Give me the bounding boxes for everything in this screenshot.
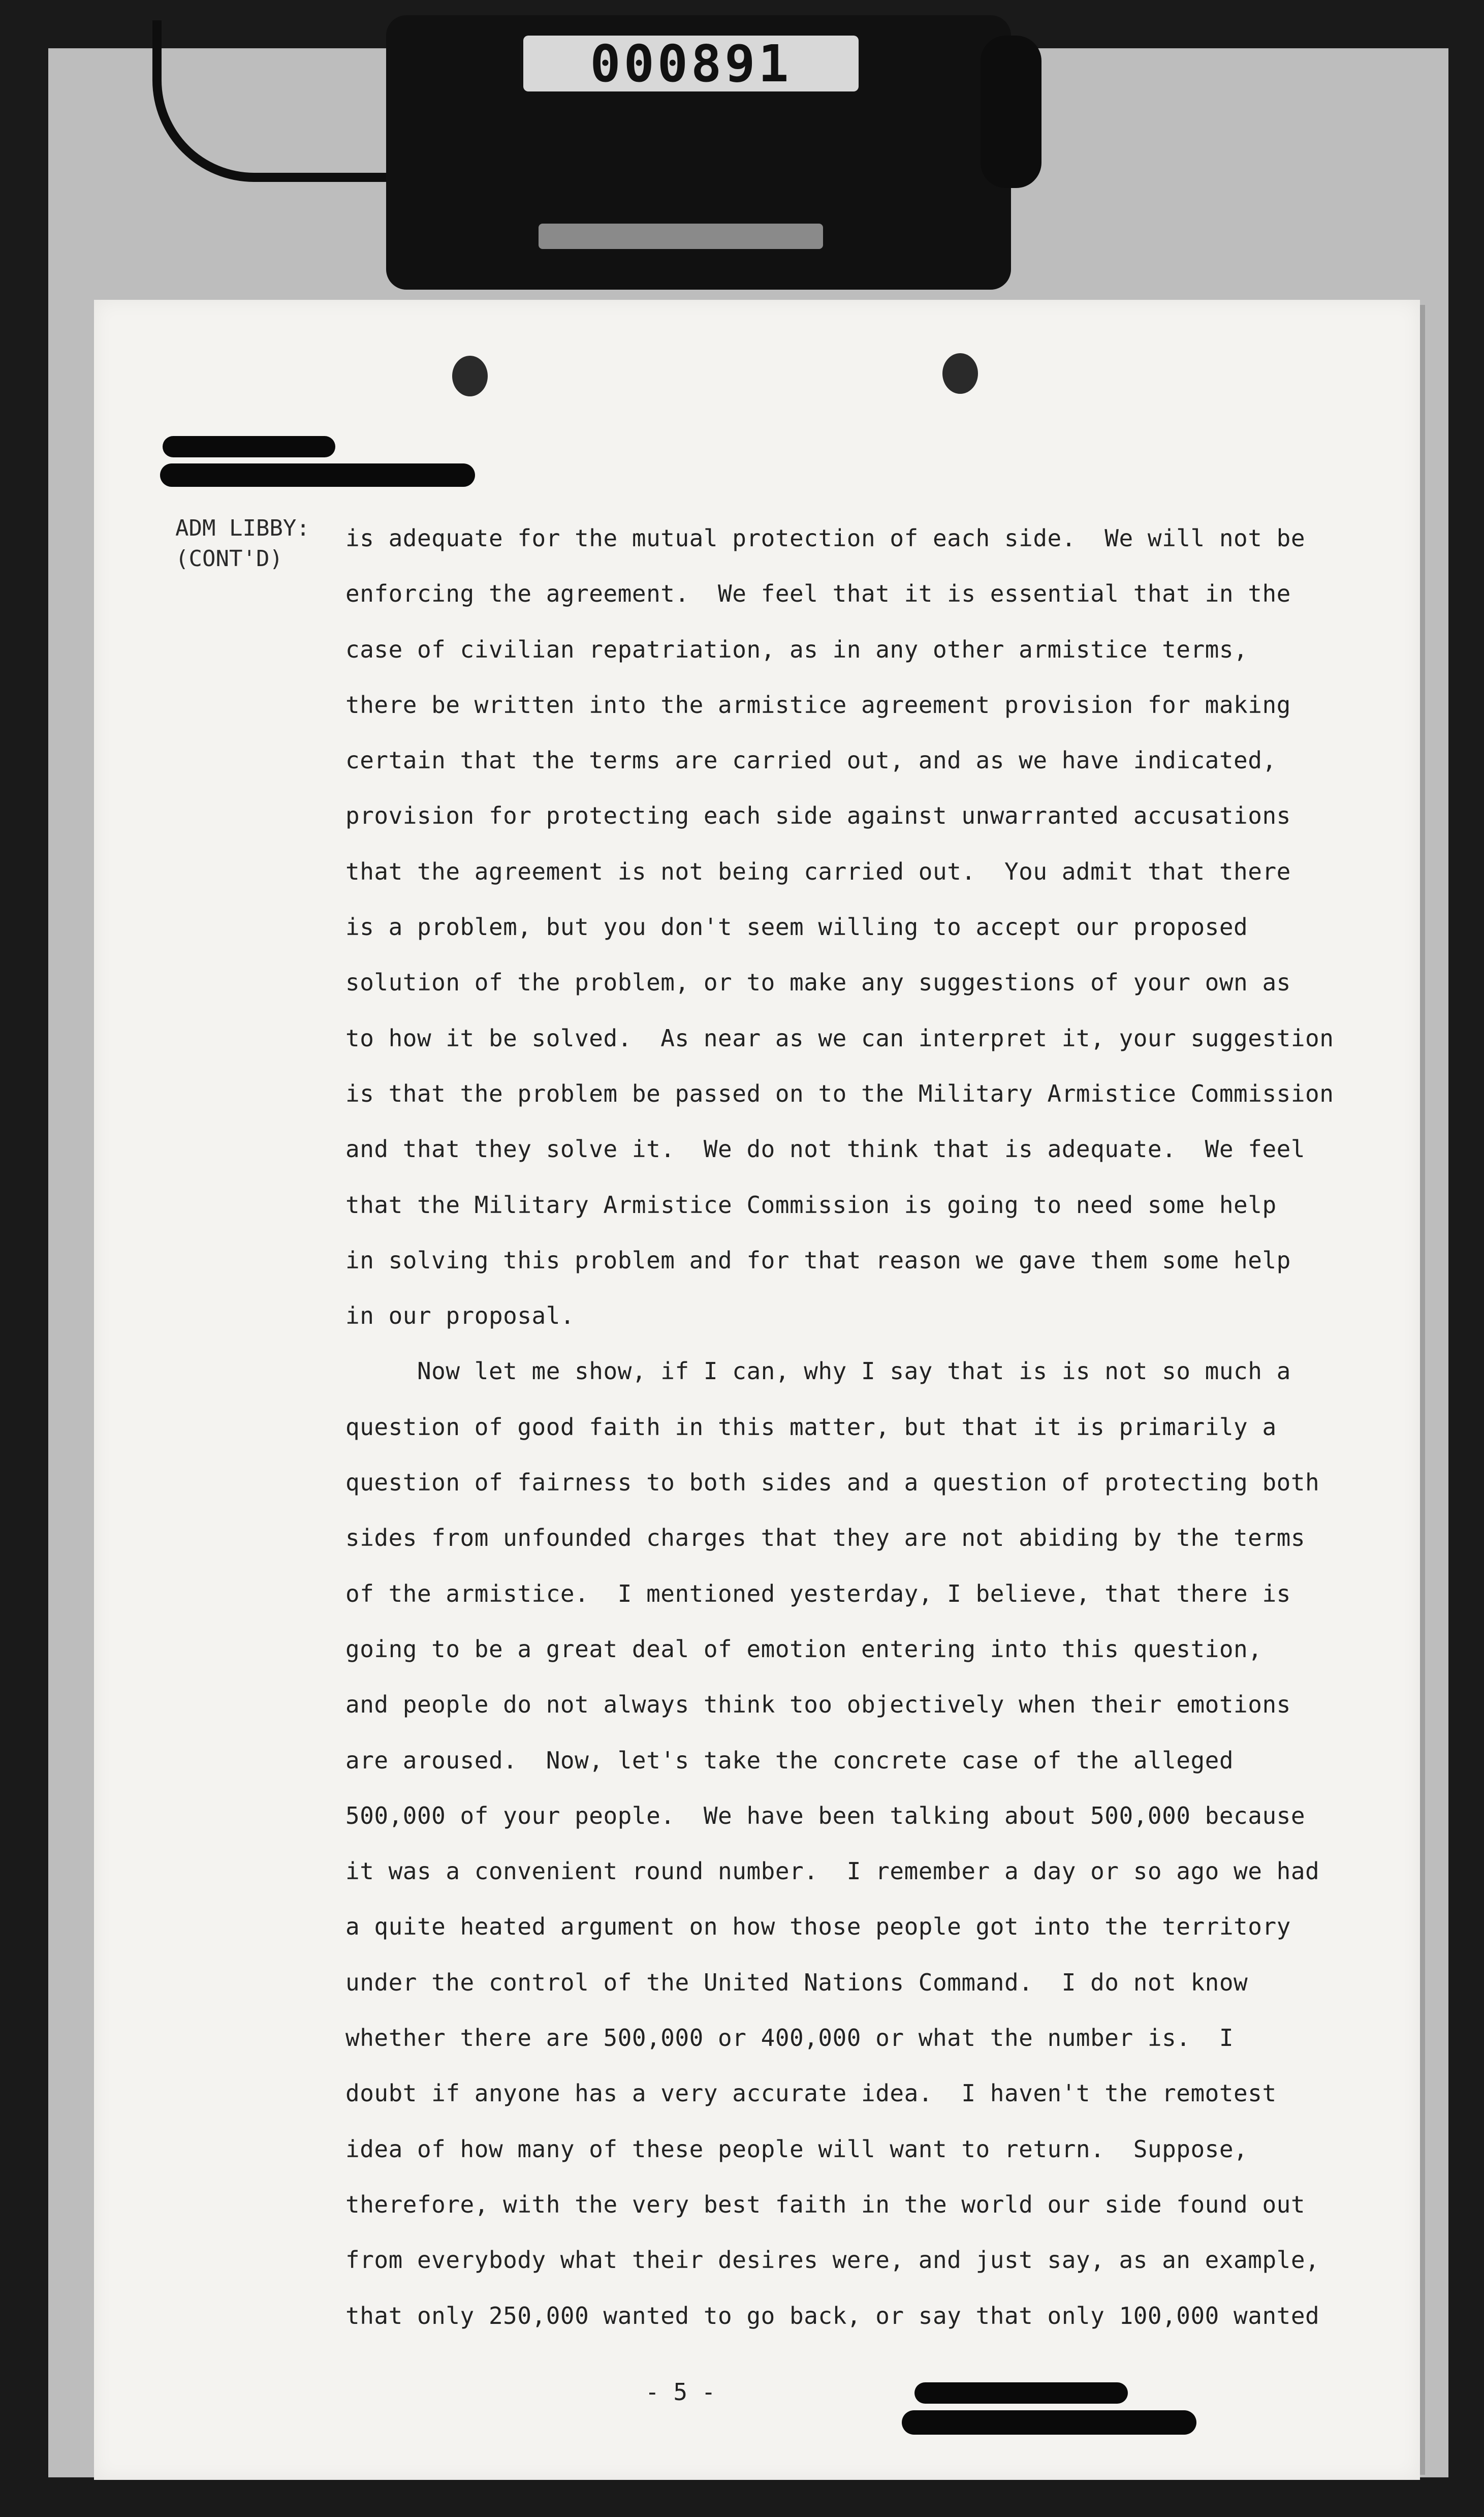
text-line: that the agreement is not being carried out. You admit that there (345, 857, 1291, 885)
text-line: enforcing the agreement. We feel that it is essential that in the (345, 580, 1291, 608)
text-line: in solving this problem and for that reason we gave them some help (345, 1246, 1291, 1274)
page-number: - 5 - (645, 2378, 716, 2406)
text-line: and that they solve it. We do not think that is adequate. We feel (345, 1135, 1306, 1163)
text-line: from everybody what their desires were, and just say, as an example, (345, 2246, 1320, 2274)
counter-cable (152, 20, 426, 182)
text-line: provision for protecting each side against unwarranted accusations (345, 802, 1291, 830)
text-line: it was a convenient round number. I remember a day or so ago we had (345, 1857, 1320, 1885)
text-line: question of good faith in this matter, but that it is primarily a (345, 1413, 1277, 1441)
text-line: under the control of the United Nations Command. I do not know (345, 1968, 1248, 1996)
punch-hole-right (942, 353, 978, 394)
text-line: Now let me show, if I can, why I say that is is not so much a (345, 1357, 1291, 1385)
text-line: certain that the terms are carried out, and as we have indicated, (345, 747, 1277, 774)
redaction-mark-top-2 (160, 463, 475, 487)
text-line: in our proposal. (345, 1302, 575, 1330)
text-line: therefore, with the very best faith in the world our side found out (345, 2190, 1306, 2218)
redaction-mark-bottom-2 (902, 2410, 1196, 2435)
text-line: going to be a great deal of emotion entering into this question, (345, 1635, 1262, 1663)
speaker-label (175, 513, 310, 574)
redaction-mark-top-1 (163, 436, 335, 457)
punch-hole-left (452, 356, 488, 396)
text-line: are aroused. Now, let's take the concrete case of the alleged (345, 1746, 1234, 1774)
counter-plate (539, 224, 823, 249)
text-line: doubt if anyone has a very accurate idea. I haven't the remotest (345, 2079, 1277, 2107)
text-line: question of fairness to both sides and a question of protecting both (345, 1469, 1320, 1497)
text-line: that only 250,000 wanted to go back, or say that only 100,000 wanted (345, 2302, 1320, 2329)
text-line: idea of how many of these people will want to return. Suppose, (345, 2135, 1248, 2163)
text-line: 500,000 of your people. We have been talking about 500,000 because (345, 1801, 1306, 1829)
text-line: case of civilian repatriation, as in any other armistice terms, (345, 635, 1248, 663)
text-line: a quite heated argument on how those people got into the territory (345, 1913, 1291, 1941)
text-line: solution of the problem, or to make any suggestions of your own as (345, 969, 1291, 997)
text-line: is a problem, but you don't seem willing to accept our proposed (345, 913, 1248, 941)
text-line: of the armistice. I mentioned yesterday, I believe, that there is (345, 1579, 1291, 1607)
text-line: sides from unfounded charges that they are not abiding by the terms (345, 1524, 1306, 1552)
text-line: is adequate for the mutual protection of each side. We will not be (345, 524, 1306, 552)
text-line: whether there are 500,000 or 400,000 or what the number is. I (345, 2024, 1234, 2052)
text-line: to how it be solved. As near as we can interpret it, your suggestion (345, 1024, 1334, 1052)
transcript-body (345, 511, 1334, 2344)
speaker-name: ADM LIBBY: (175, 515, 310, 541)
frame-counter-digits: 000891 (523, 36, 859, 91)
text-line: and people do not always think too objectively when their emotions (345, 1691, 1291, 1719)
redaction-mark-bottom-1 (914, 2382, 1128, 2404)
text-line: is that the problem be passed on to the Military Armistice Commission (345, 1079, 1334, 1107)
text-line: there be written into the armistice agreement provision for making (345, 691, 1291, 719)
text-line: that the Military Armistice Commission is going to need some help (345, 1191, 1277, 1219)
speaker-continued: (CONT'D) (175, 546, 283, 572)
counter-knob (981, 36, 1041, 188)
